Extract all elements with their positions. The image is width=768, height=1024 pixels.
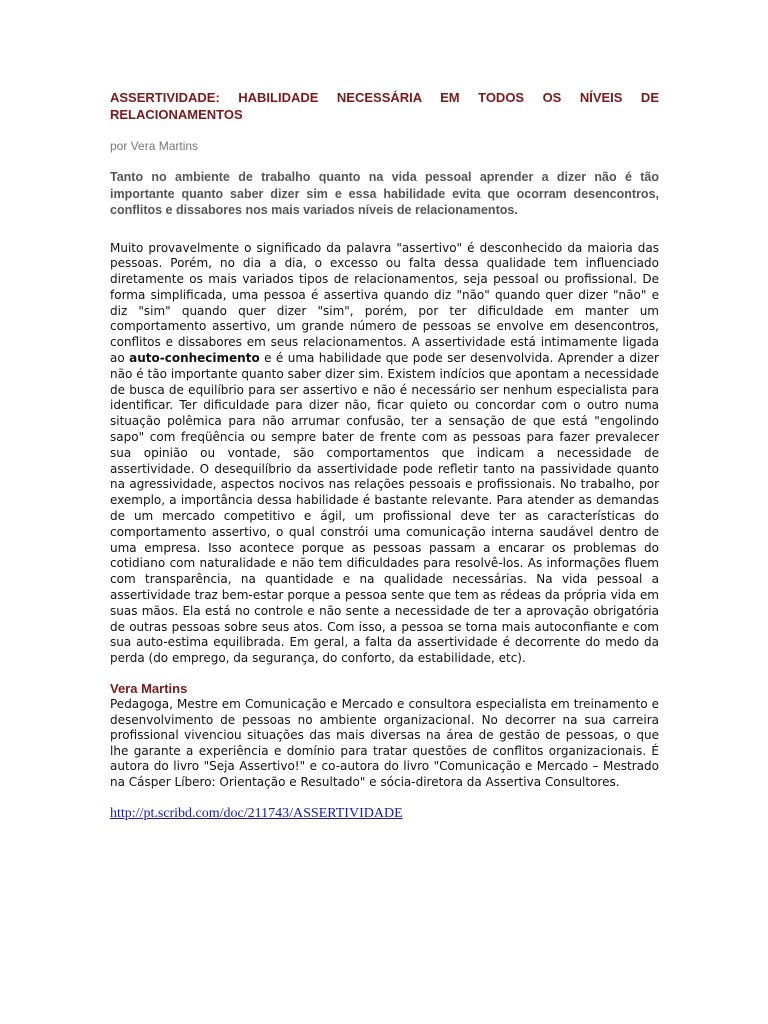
author-name: Vera Martins <box>110 681 188 697</box>
article-title: ASSERTIVIDADE: HABILIDADE NECESSÁRIA EM TODOS OS NÍVEIS DE RELACIONAMENTOS <box>110 90 659 122</box>
article-byline: por Vera Martins <box>110 139 199 153</box>
article-lead: Tanto no ambiente de trabalho quanto na vida pessoal aprender a dizer não é tão importante quanto saber dizer sim e essa habilidade evita que ocorram desencontros, conflitos e dissabores nos mais variados níveis de relacionamentos. <box>110 170 659 217</box>
body-bold-term: auto-conhecimento <box>129 351 260 366</box>
body-text-part2: e é uma habilidade que pode ser desenvolvida. Aprender a dizer não é tão importante quanto saber dizer sim. Existem indícios que apontam a necessidade de busca de equilíbrio para ser assertivo e não é necessário ser nenhum especialista para identificar. Ter dificuldade para dizer não, ficar quieto ou concordar com o outro numa situação polêmica para não arrumar confusão, ter a sensação de que está "engolindo sapo" com freqüência ou sempre bater de frente com as pessoas para fazer prevalecer sua opinião ou vontade, são comportamentos que indicam a necessidade de assertividade. O desequilíbrio da assertividade pode refletir tanto na passividade quanto na agressividade, aspectos nocivos nas relações pessoais e profissionais. No trabalho, por exemplo, a importância dessa habilidade é bastante relevante. Para atender as demandas de um mercado competitivo e ágil, um profissional deve ter as características do comportamento assertivo, o qual constrói uma comunicação interna saudável dentro de uma empresa. Isso acontece porque as pessoas passam a encarar os problemas do cotidiano com naturalidade e não tem dificuldades para resolvê-los. As informações fluem com transparência, na quantidade e na qualidade necessárias. Na vida pessoal a assertividade traz bem-estar porque a pessoa sente que tem as rédeas da própria vida em suas mãos. Ela está no controle e não sente a necessidade de ter a aprovação obrigatória de outras pessoas sobre seus atos. Com isso, a pessoa se torna mais autoconfiante e com sua auto-estima equilibrada. Em geral, a falta da assertividade é decorrente do medo da perda (do emprego, da segurança, do conforto, da estabilidade, etc). <box>110 351 659 666</box>
author-bio: Pedagoga, Mestre em Comunicação e Mercado e consultora especialista em treinamento e desenvolvimento de pessoas no ambiente organizacional. No decorrer na sua carreira profissional vivenciou situações das mais diversas na área de gestão de pessoas, o que lhe garante a experiência e domínio para tratar questões de conflitos organizacionais. É autora do livro "Seja Assertivo!" e co-autora do livro "Comunicação e Mercado – Mestrado na Cásper Líbero: Orientação e Resultado" e sócia-diretora da Assertiva Consultores. <box>110 697 659 789</box>
article-body <box>110 241 659 668</box>
source-link[interactable]: http://pt.scribd.com/doc/211743/ASSERTIVIDADE <box>110 805 403 821</box>
body-text-part1: Muito provavelmente o significado da palavra "assertivo" é desconhecido da maioria das pessoas. Porém, no dia a dia, o excesso ou falta dessa qualidade tem influenciado diretamente os mais variados tipos de relacionamentos, seja pessoal ou profissional. De forma simplificada, uma pessoa é assertiva quando diz "não" quando quer dizer "não" e diz "sim" quando quer dizer "sim", porém, por ter dificuldade em manter um comportamento assertivo, um grande número de pessoas se envolve em desencontros, conflitos e dissabores em seus relacionamentos. A assertividade está intimamente ligada ao <box>110 240 659 366</box>
document-page <box>110 89 659 822</box>
